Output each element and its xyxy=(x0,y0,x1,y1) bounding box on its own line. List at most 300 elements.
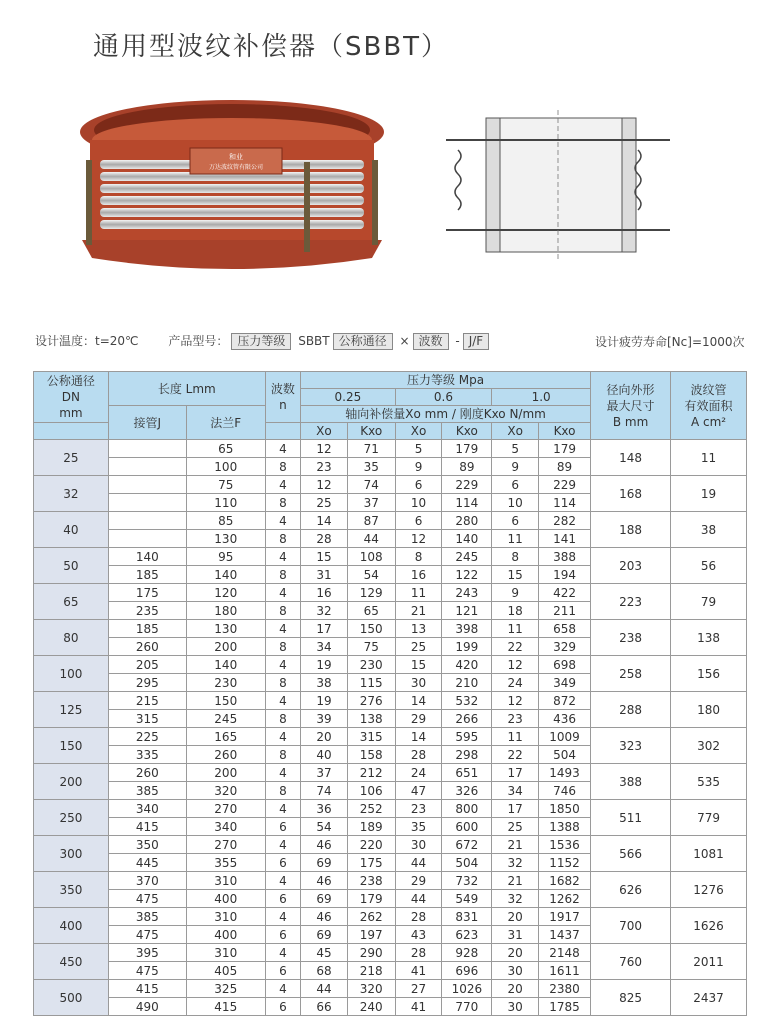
table-row xyxy=(34,476,747,494)
table-cell: 1152 xyxy=(539,854,591,872)
effective-area-cell: 79 xyxy=(671,584,747,620)
table-cell: 1917 xyxy=(539,908,591,926)
table-cell: 20 xyxy=(492,944,539,962)
table-cell: 310 xyxy=(186,944,265,962)
table-row xyxy=(34,908,747,926)
table-cell: 212 xyxy=(347,764,395,782)
outer-size-cell: 258 xyxy=(591,656,671,692)
table-row xyxy=(34,836,747,854)
table-cell: 20 xyxy=(492,908,539,926)
sbbt-code: SBBT xyxy=(298,334,330,348)
table-cell: 270 xyxy=(186,836,265,854)
table-cell: 34 xyxy=(301,638,348,656)
outer-header-line3: B mm xyxy=(612,414,649,429)
table-cell: 320 xyxy=(347,980,395,998)
table-cell: 385 xyxy=(108,782,186,800)
table-cell: 1388 xyxy=(539,818,591,836)
effective-area-cell: 11 xyxy=(671,440,747,476)
table-cell: 28 xyxy=(395,944,442,962)
table-cell xyxy=(108,512,186,530)
table-cell: 12 xyxy=(492,656,539,674)
table-cell: 54 xyxy=(301,818,348,836)
dn-cell: 100 xyxy=(34,656,109,692)
table-cell: 928 xyxy=(442,944,492,962)
table-cell: 69 xyxy=(301,890,348,908)
table-cell: 270 xyxy=(186,800,265,818)
table-cell: 14 xyxy=(301,512,348,530)
dn-header-blank xyxy=(34,423,109,440)
table-cell: 4 xyxy=(265,980,300,998)
table-cell: 197 xyxy=(347,926,395,944)
table-cell: 355 xyxy=(186,854,265,872)
table-cell: 74 xyxy=(301,782,348,800)
table-cell: 400 xyxy=(186,926,265,944)
table-cell: 9 xyxy=(492,458,539,476)
table-cell: 325 xyxy=(186,980,265,998)
table-cell: 37 xyxy=(301,764,348,782)
table-row xyxy=(34,512,747,530)
table-cell: 245 xyxy=(442,548,492,566)
dn-header-line2: DN xyxy=(61,390,81,404)
page-title: 通用型波纹补偿器（SBBT） xyxy=(93,32,450,62)
table-cell: 44 xyxy=(301,980,348,998)
table-cell: 75 xyxy=(347,638,395,656)
table-cell: 229 xyxy=(539,476,591,494)
table-cell: 22 xyxy=(492,638,539,656)
table-cell: 10 xyxy=(492,494,539,512)
table-cell: 121 xyxy=(442,602,492,620)
table-cell: 122 xyxy=(442,566,492,584)
table-cell: 6 xyxy=(395,476,442,494)
table-cell: 35 xyxy=(347,458,395,476)
table-row xyxy=(34,440,747,458)
table-cell: 282 xyxy=(539,512,591,530)
table-cell: 14 xyxy=(395,692,442,710)
table-cell: 175 xyxy=(108,584,186,602)
table-cell: 8 xyxy=(492,548,539,566)
table-cell: 475 xyxy=(108,926,186,944)
table-cell: 36 xyxy=(301,800,348,818)
table-cell: 8 xyxy=(265,566,300,584)
table-cell: 200 xyxy=(186,638,265,656)
table-cell: 185 xyxy=(108,620,186,638)
xo-header-3: Xo xyxy=(492,423,539,440)
table-cell: 34 xyxy=(492,782,539,800)
table-cell: 74 xyxy=(347,476,395,494)
table-cell: 1009 xyxy=(539,728,591,746)
table-cell: 8 xyxy=(265,530,300,548)
table-cell: 140 xyxy=(186,656,265,674)
area-header-line2: 有效面积 xyxy=(684,398,733,413)
table-cell: 262 xyxy=(347,908,395,926)
dn-header-line3: mm xyxy=(59,406,83,420)
table-cell: 4 xyxy=(265,728,300,746)
table-cell: 200 xyxy=(186,764,265,782)
table-cell: 4 xyxy=(265,908,300,926)
table-cell: 310 xyxy=(186,908,265,926)
table-cell: 140 xyxy=(108,548,186,566)
table-cell: 320 xyxy=(186,782,265,800)
outer-size-cell: 566 xyxy=(591,836,671,872)
table-cell: 66 xyxy=(301,998,348,1016)
axial-header: 轴向补偿量Xo mm / 刚度Kxo N/mm xyxy=(301,406,591,423)
table-cell: 69 xyxy=(301,854,348,872)
table-cell: 658 xyxy=(539,620,591,638)
table-cell: 12 xyxy=(395,530,442,548)
table-cell: 1536 xyxy=(539,836,591,854)
table-cell: 165 xyxy=(186,728,265,746)
table-cell: 8 xyxy=(265,782,300,800)
table-cell: 6 xyxy=(395,512,442,530)
dn-cell: 400 xyxy=(34,908,109,944)
outer-size-header xyxy=(591,372,671,440)
table-cell: 31 xyxy=(301,566,348,584)
table-cell: 12 xyxy=(301,440,348,458)
table-cell: 10 xyxy=(395,494,442,512)
table-cell: 240 xyxy=(347,998,395,1016)
pressure-header: 压力等级 Mpa xyxy=(301,372,591,389)
table-cell: 475 xyxy=(108,962,186,980)
table-cell: 388 xyxy=(539,548,591,566)
table-cell: 194 xyxy=(539,566,591,584)
table-cell: 6 xyxy=(265,818,300,836)
table-cell: 11 xyxy=(395,584,442,602)
table-cell: 4 xyxy=(265,944,300,962)
area-header xyxy=(671,372,747,440)
table-cell: 298 xyxy=(442,746,492,764)
table-cell: 623 xyxy=(442,926,492,944)
table-cell: 4 xyxy=(265,764,300,782)
pressure-0-25: 0.25 xyxy=(301,389,396,406)
table-cell: 16 xyxy=(395,566,442,584)
table-row xyxy=(34,620,747,638)
table-cell: 218 xyxy=(347,962,395,980)
outer-header-line2: 最大尺寸 xyxy=(606,398,655,413)
pressure-level-box: 压力等级 xyxy=(231,333,291,350)
table-cell: 46 xyxy=(301,908,348,926)
table-row xyxy=(34,800,747,818)
plate-text-2: 万达波纹管有限公司 xyxy=(208,164,264,171)
table-cell: 5 xyxy=(395,440,442,458)
table-cell: 140 xyxy=(442,530,492,548)
table-cell: 2380 xyxy=(539,980,591,998)
table-cell: 238 xyxy=(347,872,395,890)
table-cell: 38 xyxy=(301,674,348,692)
table-cell xyxy=(108,494,186,512)
waves-header-line2: n xyxy=(279,398,287,412)
table-cell: 315 xyxy=(347,728,395,746)
table-cell: 295 xyxy=(108,674,186,692)
table-cell: 415 xyxy=(108,818,186,836)
table-cell: 114 xyxy=(539,494,591,512)
table-row xyxy=(34,584,747,602)
table-cell: 260 xyxy=(186,746,265,764)
table-cell: 54 xyxy=(347,566,395,584)
table-cell: 1493 xyxy=(539,764,591,782)
waves-header-blank xyxy=(265,423,300,440)
table-cell: 8 xyxy=(265,602,300,620)
table-cell: 114 xyxy=(442,494,492,512)
table-cell: 225 xyxy=(108,728,186,746)
table-cell: 85 xyxy=(186,512,265,530)
table-cell: 370 xyxy=(108,872,186,890)
table-cell: 4 xyxy=(265,836,300,854)
table-cell: 150 xyxy=(347,620,395,638)
spec-table xyxy=(33,371,747,1016)
table-row xyxy=(34,944,747,962)
table-cell: 1850 xyxy=(539,800,591,818)
table-cell: 14 xyxy=(395,728,442,746)
table-cell: 30 xyxy=(492,998,539,1016)
table-cell: 1785 xyxy=(539,998,591,1016)
table-cell: 6 xyxy=(265,998,300,1016)
table-cell: 27 xyxy=(395,980,442,998)
outer-size-cell: 626 xyxy=(591,872,671,908)
table-cell: 65 xyxy=(186,440,265,458)
table-cell: 37 xyxy=(347,494,395,512)
table-cell: 45 xyxy=(301,944,348,962)
spec-table-header xyxy=(34,372,747,440)
outer-size-cell: 388 xyxy=(591,764,671,800)
table-cell: 15 xyxy=(301,548,348,566)
table-cell: 75 xyxy=(186,476,265,494)
table-cell: 532 xyxy=(442,692,492,710)
table-cell: 69 xyxy=(301,926,348,944)
dn-cell: 32 xyxy=(34,476,109,512)
table-cell: 422 xyxy=(539,584,591,602)
table-cell: 6 xyxy=(492,476,539,494)
table-cell: 211 xyxy=(539,602,591,620)
table-cell: 276 xyxy=(347,692,395,710)
wave-count-box: 波数 xyxy=(413,333,449,350)
table-cell: 95 xyxy=(186,548,265,566)
table-cell: 71 xyxy=(347,440,395,458)
nominal-dia-box: 公称通径 xyxy=(333,333,393,350)
kxo-header-3: Kxo xyxy=(539,423,591,440)
dn-cell: 80 xyxy=(34,620,109,656)
table-cell: 20 xyxy=(492,980,539,998)
table-cell: 25 xyxy=(492,818,539,836)
table-cell: 21 xyxy=(395,602,442,620)
effective-area-cell: 138 xyxy=(671,620,747,656)
table-cell: 185 xyxy=(108,566,186,584)
table-cell: 243 xyxy=(442,584,492,602)
table-cell: 340 xyxy=(186,818,265,836)
table-cell: 8 xyxy=(265,674,300,692)
table-cell: 21 xyxy=(492,872,539,890)
table-cell: 415 xyxy=(186,998,265,1016)
table-cell: 41 xyxy=(395,962,442,980)
length-header: 长度 Lmm xyxy=(108,372,265,406)
table-cell: 2148 xyxy=(539,944,591,962)
table-cell: 210 xyxy=(442,674,492,692)
table-cell: 329 xyxy=(539,638,591,656)
table-cell: 19 xyxy=(301,656,348,674)
table-cell: 46 xyxy=(301,872,348,890)
table-cell xyxy=(108,476,186,494)
product-model-label: 产品型号： xyxy=(168,334,229,348)
table-cell: 141 xyxy=(539,530,591,548)
table-cell: 235 xyxy=(108,602,186,620)
table-cell: 11 xyxy=(492,620,539,638)
dn-cell: 65 xyxy=(34,584,109,620)
table-cell: 4 xyxy=(265,476,300,494)
table-cell: 229 xyxy=(442,476,492,494)
table-cell: 130 xyxy=(186,530,265,548)
table-cell: 349 xyxy=(539,674,591,692)
table-cell: 651 xyxy=(442,764,492,782)
product-photo xyxy=(72,90,392,275)
table-cell: 420 xyxy=(442,656,492,674)
table-cell: 87 xyxy=(347,512,395,530)
table-cell: 17 xyxy=(301,620,348,638)
table-cell: 138 xyxy=(347,710,395,728)
table-cell: 340 xyxy=(108,800,186,818)
table-cell: 28 xyxy=(395,746,442,764)
table-cell: 23 xyxy=(395,800,442,818)
dash-sign: - xyxy=(455,334,460,348)
dn-cell: 25 xyxy=(34,440,109,476)
table-cell: 415 xyxy=(108,980,186,998)
table-cell: 35 xyxy=(395,818,442,836)
table-cell: 395 xyxy=(108,944,186,962)
table-cell: 110 xyxy=(186,494,265,512)
table-cell: 8 xyxy=(265,638,300,656)
dn-header xyxy=(34,372,109,423)
area-header-line1: 波纹管 xyxy=(690,382,727,397)
table-cell: 1682 xyxy=(539,872,591,890)
table-cell: 130 xyxy=(186,620,265,638)
table-cell: 672 xyxy=(442,836,492,854)
table-cell: 732 xyxy=(442,872,492,890)
table-cell: 15 xyxy=(395,656,442,674)
table-cell: 215 xyxy=(108,692,186,710)
xo-header-2: Xo xyxy=(395,423,442,440)
table-cell: 1611 xyxy=(539,962,591,980)
dn-cell: 40 xyxy=(34,512,109,548)
table-cell: 310 xyxy=(186,872,265,890)
waves-header-line1: 波数 xyxy=(270,382,295,396)
table-cell: 28 xyxy=(301,530,348,548)
area-header-line3: A cm² xyxy=(690,414,727,429)
table-cell: 24 xyxy=(492,674,539,692)
effective-area-cell: 2011 xyxy=(671,944,747,980)
outer-size-cell: 825 xyxy=(591,980,671,1016)
table-cell: 872 xyxy=(539,692,591,710)
effective-area-cell: 19 xyxy=(671,476,747,512)
design-temperature: 设计温度：t=20℃ xyxy=(35,334,139,348)
table-cell: 22 xyxy=(492,746,539,764)
table-cell: 9 xyxy=(395,458,442,476)
table-cell: 280 xyxy=(442,512,492,530)
table-cell: 68 xyxy=(301,962,348,980)
table-cell: 698 xyxy=(539,656,591,674)
xo-header-1: Xo xyxy=(301,423,348,440)
table-cell: 5 xyxy=(492,440,539,458)
table-cell: 29 xyxy=(395,872,442,890)
table-cell: 179 xyxy=(347,890,395,908)
table-cell: 32 xyxy=(301,602,348,620)
table-cell: 600 xyxy=(442,818,492,836)
table-cell: 831 xyxy=(442,908,492,926)
flange-f-header: 法兰F xyxy=(186,406,265,440)
pipe-j-header: 接管J xyxy=(108,406,186,440)
effective-area-cell: 535 xyxy=(671,764,747,800)
table-cell: 4 xyxy=(265,800,300,818)
table-row xyxy=(34,728,747,746)
table-cell: 445 xyxy=(108,854,186,872)
table-cell: 30 xyxy=(395,674,442,692)
table-cell: 16 xyxy=(301,584,348,602)
waves-header xyxy=(265,372,300,423)
outer-size-cell: 203 xyxy=(591,548,671,584)
table-cell: 6 xyxy=(265,962,300,980)
kxo-header-2: Kxo xyxy=(442,423,492,440)
table-cell: 108 xyxy=(347,548,395,566)
table-cell: 245 xyxy=(186,710,265,728)
dn-cell: 500 xyxy=(34,980,109,1016)
table-row xyxy=(34,548,747,566)
table-cell: 326 xyxy=(442,782,492,800)
dn-cell: 125 xyxy=(34,692,109,728)
table-cell: 398 xyxy=(442,620,492,638)
table-cell: 43 xyxy=(395,926,442,944)
table-cell: 31 xyxy=(492,926,539,944)
effective-area-cell: 1276 xyxy=(671,872,747,908)
table-cell: 350 xyxy=(108,836,186,854)
table-cell: 385 xyxy=(108,908,186,926)
table-cell: 199 xyxy=(442,638,492,656)
outer-size-cell: 323 xyxy=(591,728,671,764)
table-row xyxy=(34,764,747,782)
outer-size-cell: 148 xyxy=(591,440,671,476)
table-cell: 8 xyxy=(265,494,300,512)
dn-cell: 50 xyxy=(34,548,109,584)
table-cell: 220 xyxy=(347,836,395,854)
table-cell: 32 xyxy=(492,854,539,872)
dn-cell: 450 xyxy=(34,944,109,980)
table-cell: 696 xyxy=(442,962,492,980)
outer-size-cell: 511 xyxy=(591,800,671,836)
table-cell: 120 xyxy=(186,584,265,602)
table-cell: 8 xyxy=(265,746,300,764)
table-cell: 315 xyxy=(108,710,186,728)
table-cell: 17 xyxy=(492,800,539,818)
table-cell: 746 xyxy=(539,782,591,800)
table-cell: 490 xyxy=(108,998,186,1016)
table-cell: 41 xyxy=(395,998,442,1016)
pressure-1-0: 1.0 xyxy=(492,389,591,406)
table-cell: 6 xyxy=(265,890,300,908)
dn-cell: 250 xyxy=(34,800,109,836)
table-cell: 4 xyxy=(265,440,300,458)
kxo-header-1: Kxo xyxy=(347,423,395,440)
plate-text-1: 和业 xyxy=(229,153,243,161)
table-cell: 189 xyxy=(347,818,395,836)
table-cell: 30 xyxy=(492,962,539,980)
cross-section-drawing xyxy=(438,110,678,260)
table-cell: 4 xyxy=(265,692,300,710)
table-cell xyxy=(108,530,186,548)
dn-cell: 150 xyxy=(34,728,109,764)
table-cell: 8 xyxy=(395,548,442,566)
effective-area-cell: 302 xyxy=(671,728,747,764)
table-cell: 40 xyxy=(301,746,348,764)
table-cell: 44 xyxy=(395,854,442,872)
table-cell: 4 xyxy=(265,872,300,890)
table-row xyxy=(34,656,747,674)
table-cell: 23 xyxy=(301,458,348,476)
